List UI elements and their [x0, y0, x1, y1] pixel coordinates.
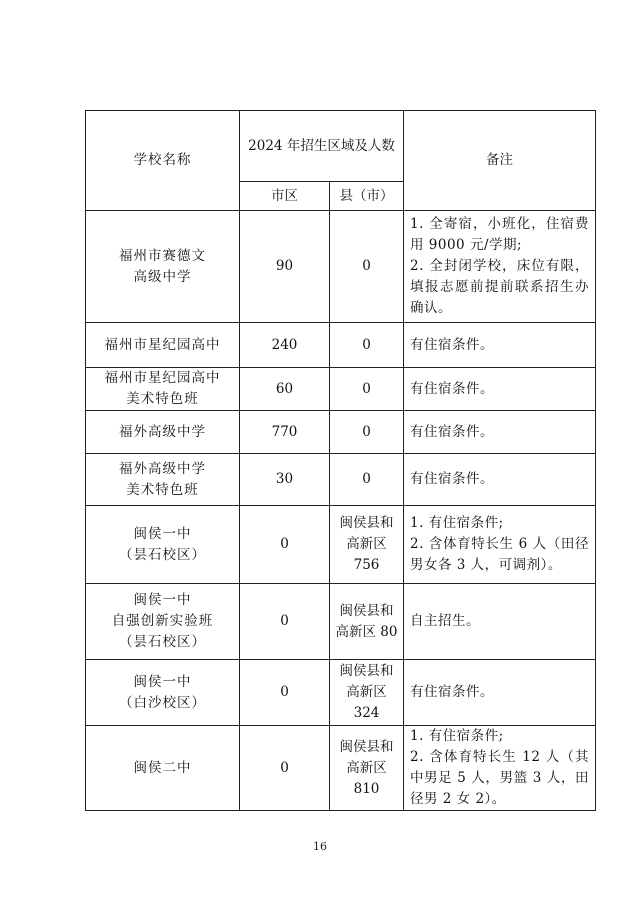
remarks-cell-line: 1. 有住宿条件; — [410, 728, 504, 744]
city-quota-cell: 30 — [240, 454, 330, 506]
school-name-cell-line: 福州市赛德文 — [119, 247, 206, 264]
city-quota-cell: 240 — [240, 323, 330, 368]
remarks-cell-line: 有住宿条件。 — [410, 336, 494, 353]
county-quota-cell-line: 高新区 80 — [335, 623, 398, 640]
county-quota-cell-line: 闽侯县和 — [339, 602, 394, 619]
school-name-cell — [86, 454, 240, 506]
school-name-cell-line: 福州市星纪园高中 — [104, 336, 221, 353]
remarks-cell-line: 有住宿条件。 — [410, 471, 494, 487]
remarks-cell-line: 有住宿条件。 — [410, 684, 494, 700]
page-number: 16 — [313, 840, 327, 853]
county-quota-cell — [330, 584, 404, 660]
county-quota-cell-line: 闽侯县和 — [339, 663, 394, 679]
school-name-cell-line: 福外高级中学 — [119, 423, 206, 440]
county-quota-cell-line: 0 — [362, 336, 371, 353]
remarks-cell — [404, 660, 596, 726]
table-row — [86, 211, 596, 323]
table-row — [86, 411, 596, 454]
school-name-cell — [86, 506, 240, 584]
city-quota-cell: 0 — [240, 584, 330, 660]
remarks-cell — [404, 323, 596, 368]
school-name-cell-line: 福州市星纪园高中 — [104, 370, 221, 386]
county-quota-cell-line: 闽侯县和 — [339, 738, 394, 755]
remarks-cell — [404, 726, 596, 811]
remarks-cell-line: 自主招生。 — [410, 613, 480, 629]
school-name-cell-line: （昙石校区） — [119, 634, 206, 650]
county-quota-cell — [330, 368, 404, 411]
county-quota-cell-line: 高新区 — [346, 759, 387, 776]
city-quota-cell: 60 — [240, 368, 330, 411]
county-quota-cell-line: 高新区 — [346, 536, 387, 552]
county-quota-cell-line: 0 — [362, 380, 371, 397]
county-quota-cell — [330, 726, 404, 811]
county-quota-cell-line: 756 — [353, 557, 380, 573]
school-name-cell — [86, 726, 240, 811]
school-name-cell — [86, 411, 240, 454]
table-row — [86, 726, 596, 811]
school-name-cell-line: 福外高级中学 — [119, 460, 206, 477]
table-row — [86, 454, 596, 506]
table-row — [86, 584, 596, 660]
remarks-cell-line: 2. 全封闭学校，床位有限，填报志愿前提前联系招生办确认。 — [410, 258, 589, 316]
county-quota-cell-line: 高新区 — [346, 684, 387, 700]
county-quota-cell-line: 0 — [362, 423, 371, 440]
remarks-cell-line: 2. 含体育特长生 6 人（田径男女各 3 人，可调剂）。 — [410, 536, 589, 573]
school-name-cell — [86, 584, 240, 660]
table-row — [86, 660, 596, 726]
school-name-cell — [86, 368, 240, 411]
enrollment-table — [85, 110, 596, 811]
county-quota-cell — [330, 506, 404, 584]
school-name-cell-line: 闽侯一中 — [133, 673, 192, 690]
county-quota-cell — [330, 660, 404, 726]
school-name-cell-line: 闽侯一中 — [133, 525, 192, 542]
remarks-cell-line: 1. 有住宿条件; — [410, 515, 504, 531]
header-county-city: 县（市） — [330, 182, 404, 211]
school-name-cell-line: 美术特色班 — [126, 481, 199, 498]
county-quota-cell — [330, 323, 404, 368]
remarks-cell — [404, 454, 596, 506]
county-quota-cell-line: 0 — [362, 258, 371, 274]
county-quota-cell — [330, 454, 404, 506]
remarks-cell — [404, 411, 596, 454]
header-school-name: 学校名称 — [86, 111, 240, 211]
school-name-cell — [86, 660, 240, 726]
remarks-cell — [404, 584, 596, 660]
city-quota-cell: 90 — [240, 211, 330, 323]
remarks-cell — [404, 506, 596, 584]
city-quota-cell: 0 — [240, 726, 330, 811]
county-quota-cell — [330, 211, 404, 323]
school-name-cell-line: （白沙校区） — [119, 694, 206, 711]
city-quota-cell: 770 — [240, 411, 330, 454]
school-name-cell-line: （昙石校区） — [119, 546, 206, 563]
header-quota-title: 2024 年招生区域及人数 — [240, 111, 404, 182]
county-quota-cell-line: 810 — [353, 780, 380, 797]
school-name-cell-line: 闽侯二中 — [133, 759, 192, 776]
remarks-cell-line: 有住宿条件。 — [410, 423, 494, 440]
remarks-cell-line: 1. 全寄宿，小班化，住宿费用 9000 元/学期; — [410, 216, 589, 253]
table-row — [86, 323, 596, 368]
school-name-cell-line: 高级中学 — [133, 268, 192, 285]
county-quota-cell-line: 0 — [362, 471, 371, 487]
remarks-cell — [404, 368, 596, 411]
header-city-district: 市区 — [240, 182, 330, 211]
county-quota-cell-line: 闽侯县和 — [339, 515, 394, 531]
school-name-cell-line: 自强创新实验班 — [111, 613, 214, 629]
county-quota-cell-line: 324 — [353, 705, 380, 721]
remarks-cell-line: 有住宿条件。 — [410, 380, 494, 397]
table-body — [86, 211, 596, 811]
county-quota-cell — [330, 411, 404, 454]
school-name-cell-line: 美术特色班 — [126, 391, 199, 407]
header-remarks: 备注 — [404, 111, 596, 211]
remarks-cell — [404, 211, 596, 323]
city-quota-cell: 0 — [240, 506, 330, 584]
table-row — [86, 368, 596, 411]
school-name-cell — [86, 323, 240, 368]
remarks-cell-line: 2. 含体育特长生 12 人（其中男足 5 人，男篮 3 人，田径男 2 女 2）。 — [410, 749, 589, 807]
school-name-cell — [86, 211, 240, 323]
school-name-cell-line: 闽侯一中 — [133, 592, 192, 608]
city-quota-cell: 0 — [240, 660, 330, 726]
table-row — [86, 506, 596, 584]
